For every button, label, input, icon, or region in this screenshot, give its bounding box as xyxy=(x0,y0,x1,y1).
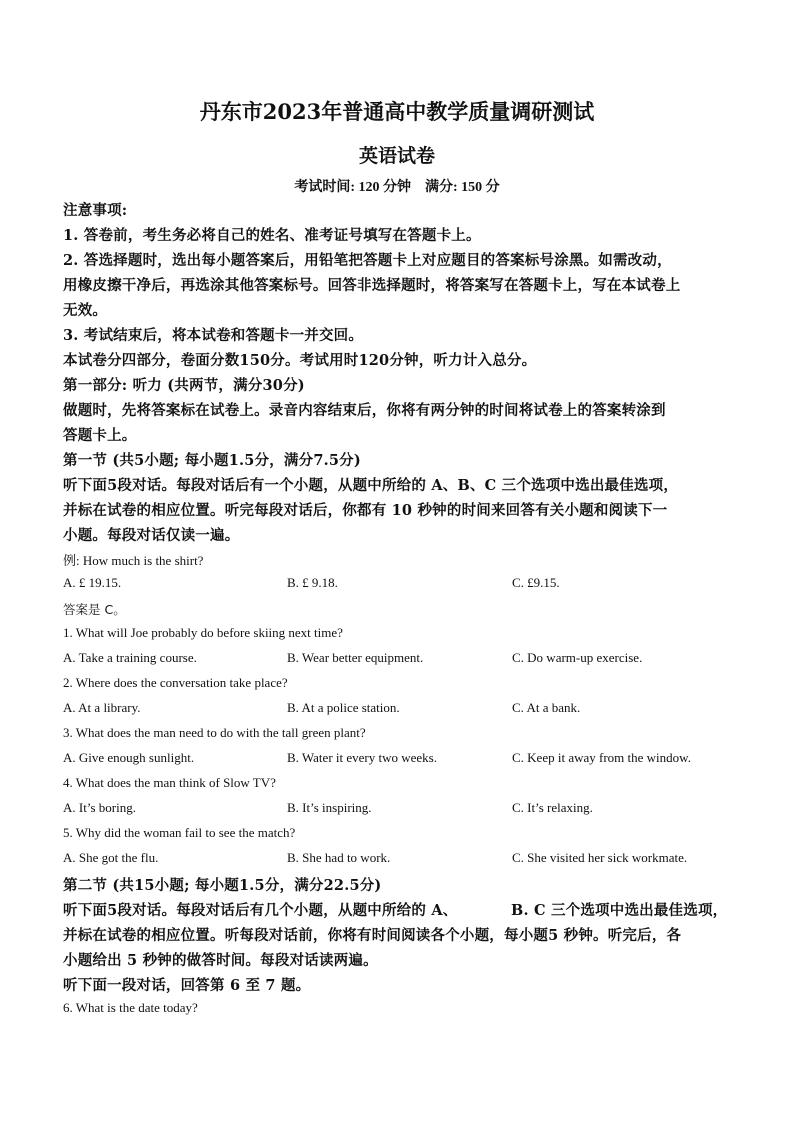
full-score: 满分: 150 分 xyxy=(425,180,500,195)
exam-time: 考试时间: 120 分钟 xyxy=(294,180,411,195)
question-4-option-b: B. It’s inspiring. xyxy=(287,800,372,815)
dialog-instruction: 听下面一段对话，回答第 6 至 7 题。 xyxy=(63,977,311,994)
question-1-option-b: B. Wear better equipment. xyxy=(287,650,424,665)
question-3-option-b: B. Water it every two weeks. xyxy=(287,750,437,765)
part1-heading: 第一部分: 听力 (共两节，满分30分) xyxy=(63,377,305,394)
section1-instruction-line-2: 并标在试卷的相应位置。听完每段对话后，你都有 10 秒钟的时间来回答有关小题和阅读下一 xyxy=(63,502,668,519)
question-5-option-c: C. She visited her sick workmate. xyxy=(512,850,688,865)
example-option-b: B. £ 9.18. xyxy=(287,575,338,590)
part1-instruction-line-1: 做题时，先将答案标在试卷上。录音内容结束后，你将有两分钟的时间将试卷上的答案转涂到 xyxy=(63,402,666,419)
question-5: 5. Why did the woman fail to see the match? xyxy=(63,825,296,840)
part1-instruction-line-2: 答题卡上。 xyxy=(63,427,137,444)
notes-heading: 注意事项: xyxy=(63,202,128,219)
section2-instruction-line-2: 并标在试卷的相应位置。听每段对话前，你将有时间阅读各个小题，每小题5 秒钟。听完后，各 xyxy=(63,927,682,944)
question-2-option-a: A. At a library. xyxy=(63,700,141,715)
question-1-option-a: A. Take a training course. xyxy=(63,650,197,665)
section1-instruction-line-1: 听下面5段对话。每段对话后有一个小题，从题中所给的 A、B、C 三个选项中选出最佳选项， xyxy=(63,477,679,494)
section2-instruction-line-3: 小题给出 5 秒钟的做答时间。每段对话读两遍。 xyxy=(63,952,378,969)
section2-instruction-line-1a: 听下面5段对话。每段对话后有几个小题，从题中所给的 A、 xyxy=(63,902,458,919)
question-5-option-b: B. She had to work. xyxy=(287,850,391,865)
note-2-line-2: 用橡皮擦干净后，再选涂其他答案标号。回答非选择题时，将答案写在答题卡上，写在本试卷上 xyxy=(63,277,681,294)
example-option-a: A. £ 19.15. xyxy=(63,575,122,590)
exam-info xyxy=(0,176,794,196)
note-3: 3. 考试结束后，将本试卷和答题卡一并交回。 xyxy=(63,327,364,344)
question-2: 2. Where does the conversation take place? xyxy=(63,675,288,690)
section1-instruction-line-3: 小题。每段对话仅读一遍。 xyxy=(63,527,240,544)
section2-heading: 第二节 (共15小题; 每小题1.5分，满分22.5分) xyxy=(63,877,382,894)
question-2-option-c: C. At a bank. xyxy=(512,700,581,715)
question-3-option-a: A. Give enough sunlight. xyxy=(63,750,195,765)
question-1: 1. What will Joe probably do before skiing next time? xyxy=(63,625,343,640)
exam-title: 丹东市2023年普通高中教学质量调研测试 xyxy=(199,99,595,124)
question-4: 4. What does the man think of Slow TV? xyxy=(63,775,276,790)
note-1: 1. 答卷前，考生务必将自己的姓名、准考证号填写在答题卡上。 xyxy=(63,227,481,244)
section2-instruction-line-1b: B. C 三个选项中选出最佳选项， xyxy=(511,902,728,919)
question-5-option-a: A. She got the flu. xyxy=(63,850,159,865)
exam-subtitle: 英语试卷 xyxy=(358,145,435,167)
example-answer: 答案是 C。 xyxy=(63,602,126,617)
question-6: 6. What is the date today? xyxy=(63,1000,198,1015)
question-3-option-c: C. Keep it away from the window. xyxy=(512,750,691,765)
question-1-option-c: C. Do warm-up exercise. xyxy=(512,650,643,665)
exam-summary: 本试卷分四部分，卷面分数150分。考试用时120分钟，听力计入总分。 xyxy=(63,352,537,369)
example-question: 例: How much is the shirt? xyxy=(63,553,204,568)
section1-heading: 第一节 (共5小题; 每小题1.5分，满分7.5分) xyxy=(63,452,361,469)
note-2-line-1: 2. 答选择题时，选出每小题答案后，用铅笔把答题卡上对应题目的答案标号涂黑。如需改动， xyxy=(63,252,672,269)
note-2-line-3: 无效。 xyxy=(63,302,108,319)
question-2-option-b: B. At a police station. xyxy=(287,700,400,715)
example-option-c: C. £9.15. xyxy=(512,575,560,590)
question-4-option-c: C. It’s relaxing. xyxy=(512,800,593,815)
question-3: 3. What does the man need to do with the tall green plant? xyxy=(63,725,366,740)
question-4-option-a: A. It’s boring. xyxy=(63,800,136,815)
